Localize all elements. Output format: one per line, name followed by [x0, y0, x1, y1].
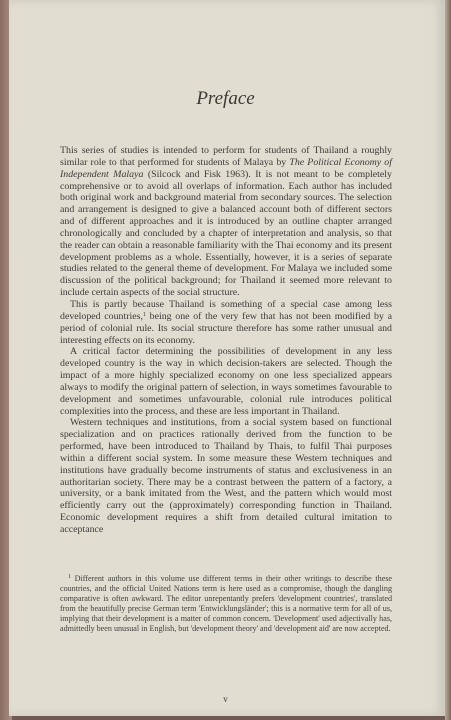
footnote-1: [60, 574, 392, 633]
footnote-marker: 1: [68, 574, 71, 580]
paragraph-2-text-a: This is partly because Thailand is something of a special case among less developed countries,: [60, 298, 392, 322]
book-title-citation: The Political Economy of Independent Malaya: [60, 156, 392, 180]
body-text: [60, 145, 392, 536]
paragraph-1-text-b: (Silcock and Fisk 1963). It is not meant to be completely comprehensive or to avoid all overlaps of information. Each author has included both original work and background material from secondary sources. The selection and arrangement is designed to give a balanced account both of different sectors and of different approaches and it is introduced by an outline chapter arranged chronologically and concluded by a chapter of interpretation and analysis, so that the reader can obtain a reasonable familiarity with the Thai economy and its present development problems as a whole. Essentially, however, it is a series of separate studies related to the general theme of development. For Malaya we included some discussion of the political background; for Thailand it seemed more relevant to include certain aspects of the social structure.: [60, 168, 392, 299]
page-title: Preface: [196, 88, 255, 109]
paragraph-4: Western techniques and institutions, from a social system based on functional specialization and on practices rationally derived from the function to be performed, have been introduced to Thailand by Thais, to fulfil Thai purposes within a different social system. In some measure these Western techniques and institutions have gradually become instruments of status and exclusiveness in an authoritarian society. There may be a contrast between the pattern of a factory, a university, or a bank imitated from the West, and the pattern which would most efficiently carry out the (approximately) corresponding function in Thailand. Economic development requires a shift from detailed cultural imitation to acceptance: [60, 417, 392, 535]
paragraph-2: [60, 299, 392, 346]
paragraph-3: A critical factor determining the possibilities of development in any less developed country is the way in which decision-takers are selected. Though the impact of a more highly specialized economy on one less specialized appears always to modify the original pattern of selection, in ways sometimes favourable to development and sometimes unfavourable, colonial rule introduces political complexities into the process, and these are less important in Thailand.: [60, 346, 392, 417]
paragraph-1-text-a: This series of studies is intended to perform for students of Thailand a roughly similar role to that performed for students of Malaya by: [60, 145, 392, 168]
footnote-text: Different authors in this volume use different terms in their other writings to describe these countries, and the official United Nations term is here used as a compromise, though the dangling comparative is often awkward. The editor unrepentantly prefers 'development countries', translated from the beautifully precise German term 'Entwicklungsländer'; this is a normative term for all of us, implying that their development is a matter of common concern. 'Development' used adjectivally has, admittedly been unusual in English, but 'development theory' and 'development aid' are now accepted.: [60, 574, 392, 633]
paragraph-1: [60, 145, 392, 299]
footnotes: [60, 574, 392, 633]
footnote-reference: 1: [142, 311, 146, 318]
paragraph-2-text-b: being one of the very few that has not been modified by a period of colonial rule. Its social structure therefore has some rather unusual and interesting effects on its economy.: [60, 310, 392, 346]
page-number: v: [223, 694, 228, 704]
